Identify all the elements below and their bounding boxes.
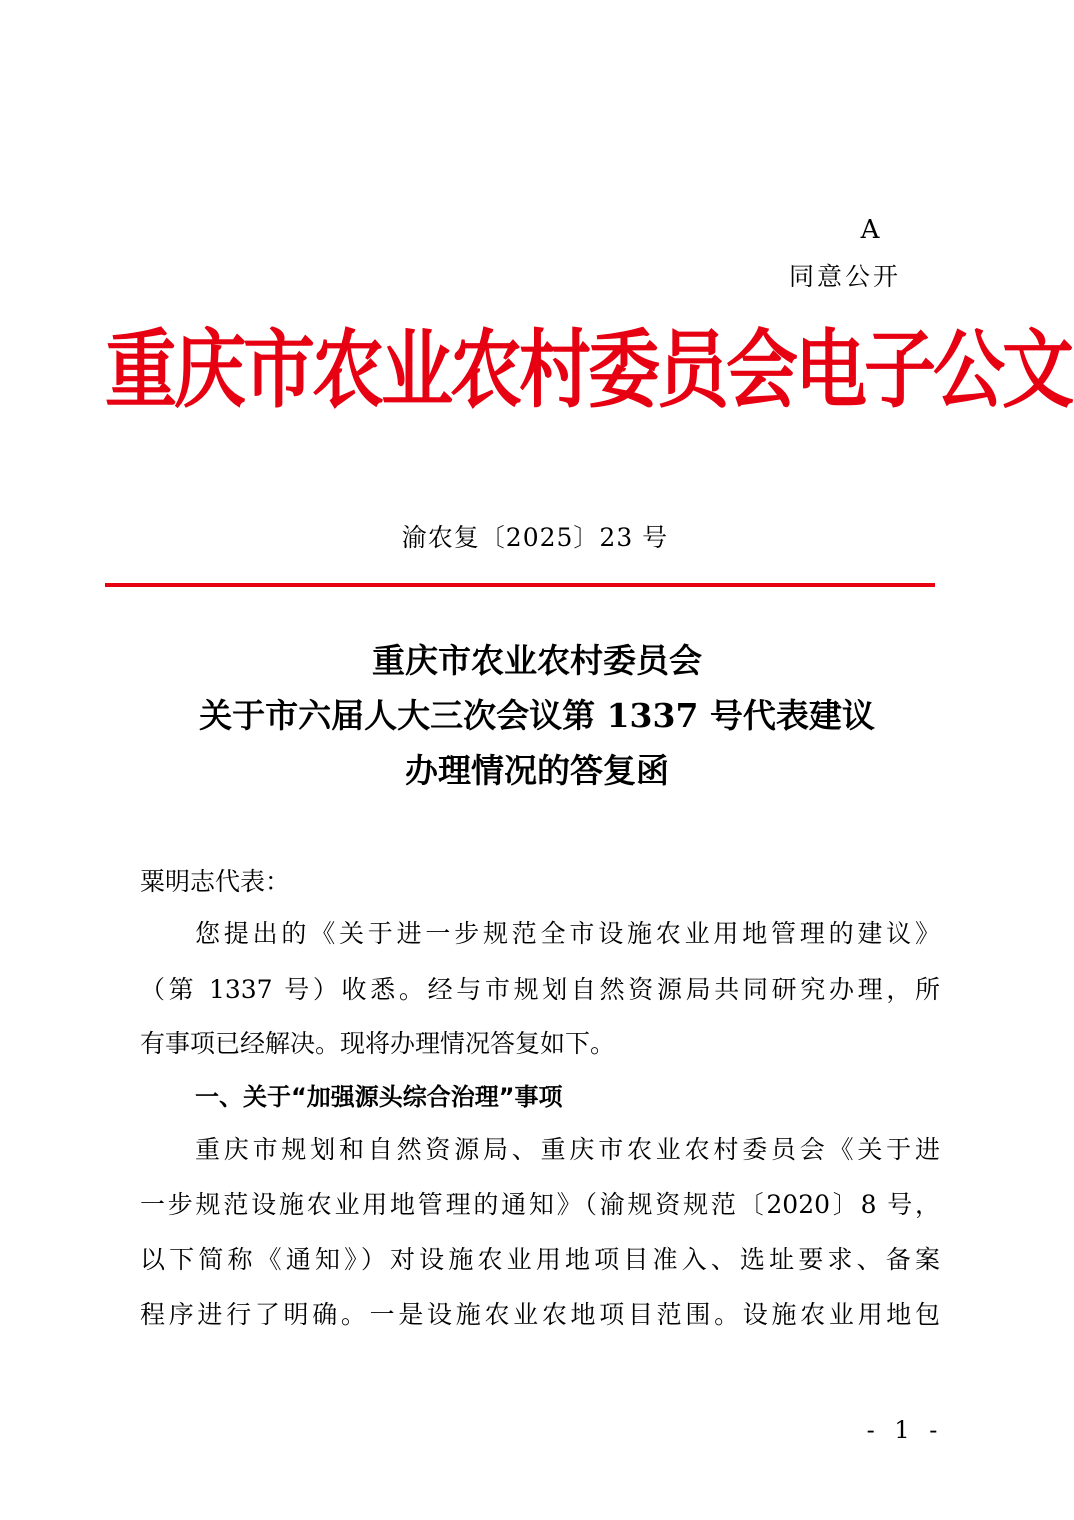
document-title-line-2: 关于市六届人大三次会议第 1337 号代表建议 [199, 696, 875, 735]
salutation: 粟明志代表： [140, 867, 291, 896]
agency-banner: 重庆市农业农村委员会电子公文 [105, 320, 1072, 420]
paragraph-line: 您提出的《关于进一步规范全市设施农业用地管理的建议》 [195, 919, 940, 948]
paragraph-line: 有事项已经解决。现将办理情况答复如下。 [140, 1029, 616, 1058]
paragraph-line: 以下简称《通知》）对设施农业用地项目准入、选址要求、备案 [140, 1245, 940, 1274]
red-divider [105, 583, 935, 587]
page-number: - 1 - [866, 1416, 944, 1444]
paragraph-line: （第 1337 号）收悉。经与市规划自然资源局共同研究办理，所 [140, 975, 940, 1004]
paragraph-line: 一步规范设施农业用地管理的通知》（渝规资规范〔2020〕8 号， [140, 1190, 940, 1219]
disclosure-status: 同意公开 [788, 262, 901, 291]
document-title-line-1: 重庆市农业农村委员会 [372, 641, 702, 680]
classification-mark: A [860, 215, 880, 245]
document-title-line-3: 办理情况的答复函 [405, 751, 669, 790]
paragraph-line: 重庆市规划和自然资源局、重庆市农业农村委员会《关于进 [195, 1135, 940, 1164]
section-heading-1: 一、关于“加强源头综合治理”事项 [195, 1083, 563, 1111]
paragraph-line: 程序进行了明确。一是设施农业农地项目范围。设施农业用地包 [140, 1300, 940, 1329]
document-number: 渝农复〔2025〕23 号 [401, 523, 669, 552]
